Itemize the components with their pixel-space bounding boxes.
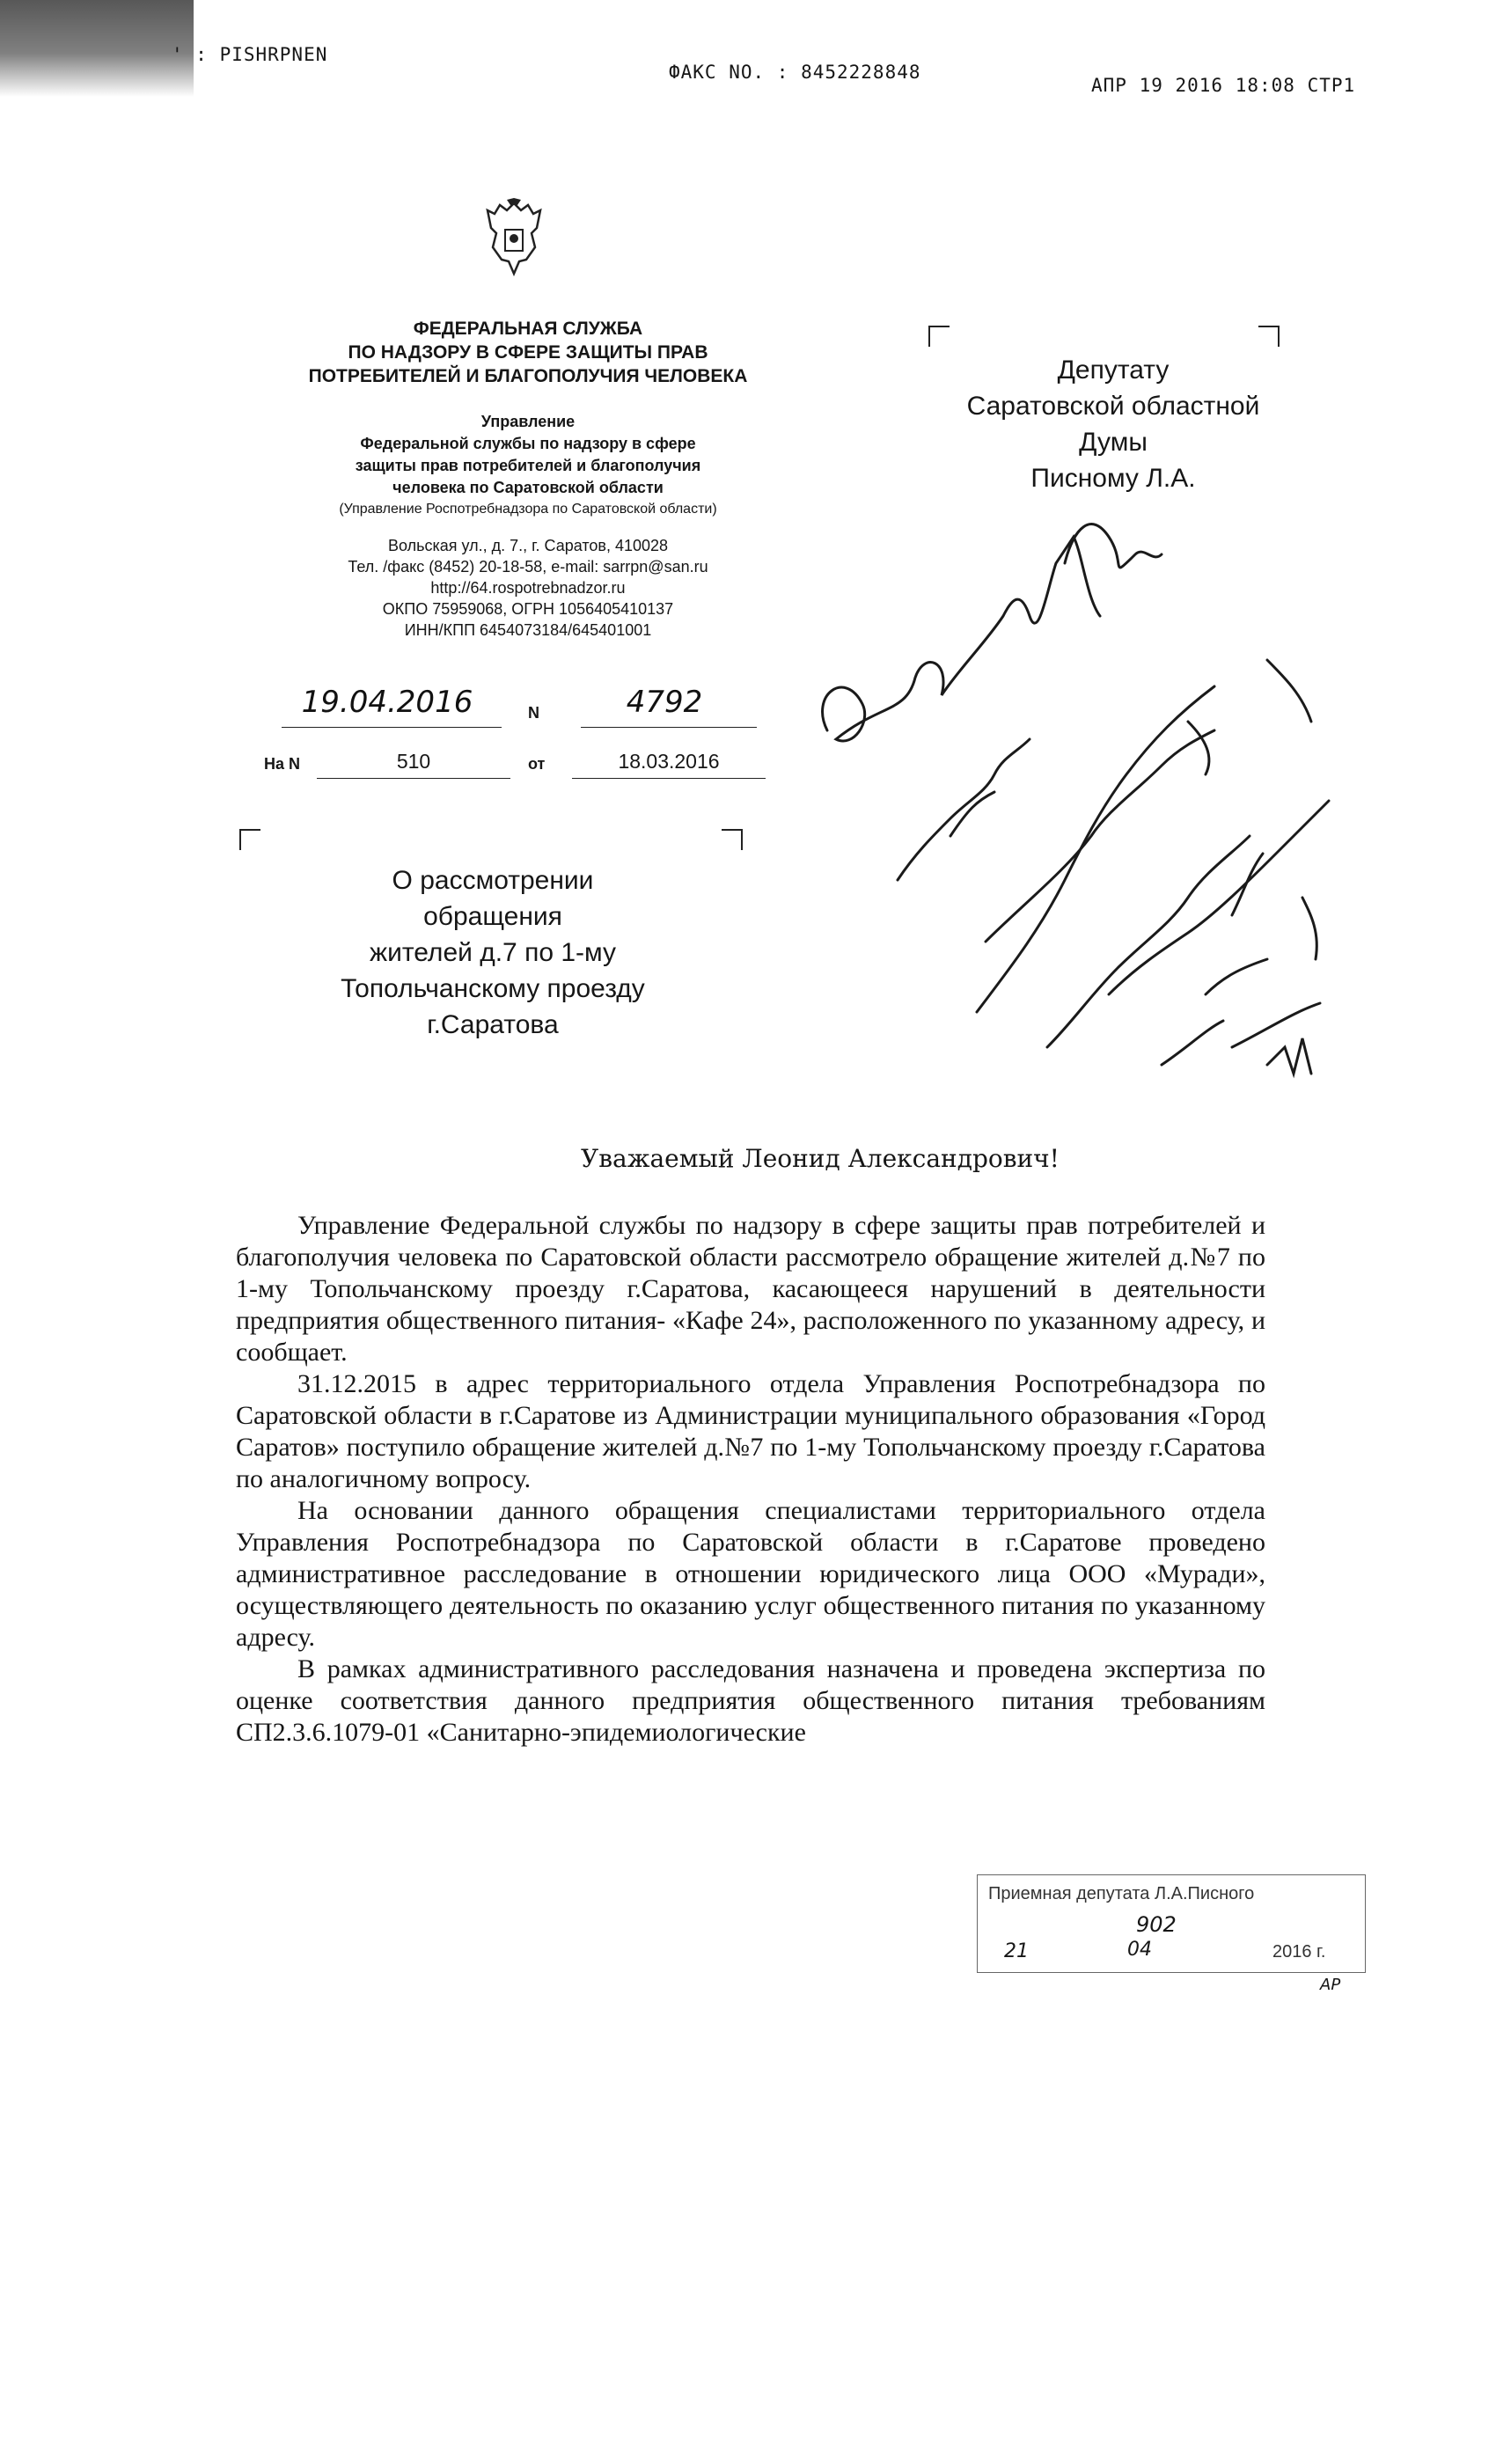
fax-sender: ' : PISHRPNEN — [172, 44, 328, 65]
handwritten-resolution — [774, 502, 1338, 1139]
ref-label: На N — [264, 755, 301, 773]
contact-line: http://64.rospotrebnadzor.ru — [430, 579, 626, 597]
body-paragraph: На основании данного обращения специалистами территориального отдела Управления Роспотребнадзора по Саратовской области в г.Саратове проведено административное расследование в отношении юридического лица ООО «Муради», осуществляющего деятельность по оказанию услуг общественного питания по указанному адресу. — [236, 1496, 1265, 1652]
recipient-block — [946, 352, 1280, 496]
ref-date-line — [572, 778, 766, 779]
corner-mark — [928, 326, 950, 347]
body-paragraph: Управление Федеральной службы по надзору в сфере защиты прав потребителей и благополучия человека по Саратовской области рассмотрело обращение жителей д.№7 по 1-му Топольчанскому проезду г.Саратова, касающееся нарушений в деятельности предприятия общественного питания- «Кафе 24», расположенного по указанному адресу, и сообщает. — [236, 1211, 1265, 1367]
dept-line: человека по Саратовской области — [392, 479, 664, 496]
letter-body — [236, 1210, 1265, 1749]
org-header — [282, 317, 774, 641]
fax-datetime: АПР 19 2016 18:08 СТР1 — [1091, 75, 1356, 96]
subject-line: обращения — [423, 902, 562, 931]
corner-mark — [239, 829, 260, 850]
reg-number: 4792 — [626, 685, 703, 720]
coat-of-arms-icon — [482, 198, 546, 282]
ref-from-label: от — [528, 755, 546, 773]
corner-mark — [722, 829, 743, 850]
scan-artifact — [0, 0, 194, 97]
stamp-title: Приемная депутата Л.А.Писного — [988, 1884, 1255, 1903]
stamp-initials: АР — [1320, 1976, 1341, 1994]
ref-number-line — [317, 778, 510, 779]
stamp-day: 21 — [1004, 1940, 1029, 1962]
contact-line: Вольская ул., д. 7., г. Саратов, 410028 — [387, 537, 669, 554]
dept-abbrev: (Управление Роспотребнадзора по Саратовской области) — [339, 502, 717, 517]
reg-number-line — [581, 727, 757, 728]
incoming-stamp — [977, 1874, 1366, 1973]
org-title-line: ПО НАДЗОРУ В СФЕРЕ ЗАЩИТЫ ПРАВ — [348, 342, 708, 363]
subject-line: Топольчанскому проезду — [341, 974, 645, 1003]
reg-date: 19.04.2016 — [301, 685, 473, 720]
contact-line: ОКПО 75959068, ОГРН 1056405410137 — [382, 600, 674, 618]
fax-number: ФАКС NO. : 8452228848 — [669, 62, 921, 83]
reg-date-line — [282, 727, 502, 728]
dept-line: Управление — [480, 413, 576, 430]
ref-date: 18.03.2016 — [618, 750, 720, 773]
greeting: Уважаемый Леонид Александрович! — [581, 1144, 1060, 1173]
subject-line: жителей д.7 по 1-му — [370, 938, 616, 967]
recipient-line: Думы — [1079, 428, 1148, 457]
subject-line: О рассмотрении — [392, 866, 594, 895]
stamp-year: 2016 г. — [1272, 1942, 1326, 1962]
body-paragraph: В рамках административного расследования назначена и проведена экспертиза по оценке соответствия данного предприятия общественного питания требованиям СП2.3.6.1079-01 «Санитарно-эпидемиологические — [236, 1654, 1265, 1747]
recipient-line: Саратовской областной — [966, 392, 1260, 421]
recipient-line: Депутату — [1057, 356, 1170, 385]
contact-line: ИНН/КПП 6454073184/645401001 — [404, 621, 652, 639]
ref-number: 510 — [396, 750, 431, 773]
org-title-line: ФЕДЕРАЛЬНАЯ СЛУЖБА — [413, 319, 643, 339]
dept-line: защиты прав потребителей и благополучия — [355, 457, 701, 474]
reg-n-label: N — [528, 704, 539, 722]
corner-mark — [1258, 326, 1280, 347]
body-paragraph: 31.12.2015 в адрес территориального отдела Управления Роспотребнадзора по Саратовской области в г.Саратове из Администрации муниципального образования «Город Саратов» поступило обращение жителей д.№7 по 1-му Топольчанскому проезду г.Саратова по аналогичному вопросу. — [236, 1369, 1265, 1493]
dept-line: Федеральной службы по надзору в сфере — [360, 435, 696, 452]
contact-line: Тел. /факс (8452) 20-18-58, e-mail: sarrpn@san.ru — [348, 558, 708, 576]
recipient-line: Писному Л.А. — [1030, 464, 1196, 493]
stamp-number: 902 — [1136, 1912, 1177, 1937]
stamp-month: 04 — [1127, 1939, 1152, 1961]
subject-block — [334, 862, 651, 1043]
subject-line: г.Саратова — [427, 1010, 559, 1039]
org-title-line: ПОТРЕБИТЕЛЕЙ И БЛАГОПОЛУЧИЯ ЧЕЛОВЕКА — [308, 366, 748, 386]
